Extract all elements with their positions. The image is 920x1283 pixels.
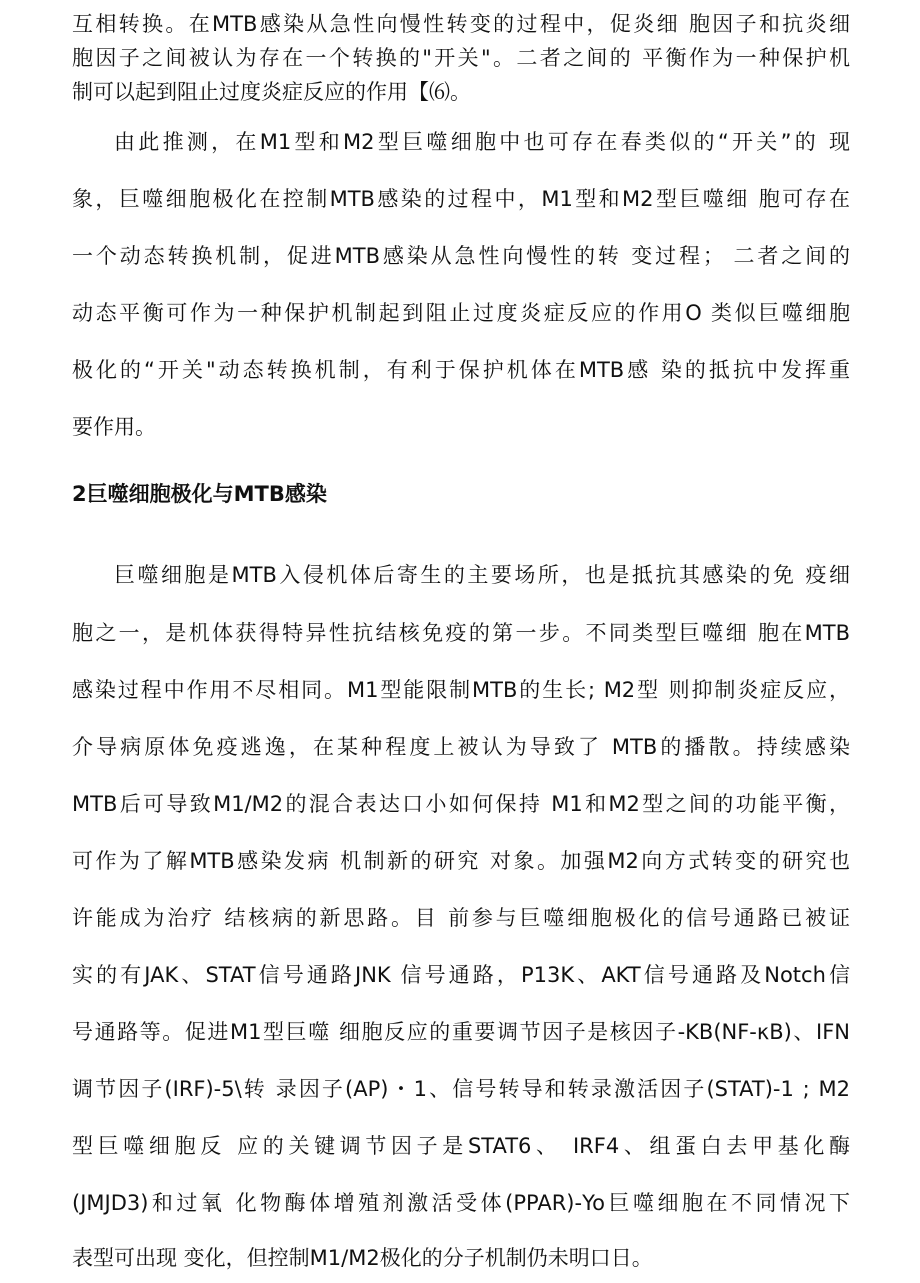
paragraph-2-line-2: 象，巨噬细胞极化在控制MTB感染的过程中，M1型和M2型巨噬细 胞可存在: [72, 187, 850, 211]
paragraph-2-line-5: 极化的“开关"动态转换机制，有利于保护机体在MTB感 染的抵抗中发挥重: [72, 358, 850, 382]
paragraph-3-line-1: 巨噬细胞是MTB入侵机体后寄生的主要场所，也是抵抗其感染的免 疫细: [114, 563, 850, 587]
paragraph-3-line-12: (JMJD3)和过氧 化物酶体增殖剂激活受体(PPAR)-Yo巨噬细胞在不同情况下: [72, 1191, 850, 1215]
paragraph-3-line-2: 胞之一，是机体获得特异性抗结核免疫的第一步。不同类型巨噬细 胞在MTB: [72, 621, 850, 645]
paragraph-3-line-9: 号通路等。促进M1型巨噬 细胞反应的重要调节因子是核因子-KB(NF-κB)、IFN: [72, 1020, 850, 1044]
paragraph-3-line-13: 表型可出现 变化，但控制M1/M2极化的分子机制仍未明口日。: [72, 1246, 653, 1270]
paragraph-1-line-1: 互相转换。在MTB感染从急性向慢性转变的过程中，促炎细 胞因子和抗炎细: [72, 12, 850, 36]
paragraph-2-line-1: 由此推测，在M1型和M2型巨噬细胞中也可存在春类似的“开关”的 现: [114, 130, 850, 154]
paragraph-3-line-5: MTB后可导致M1/M2的混合表达口小如何保持 M1和M2型之间的功能平衡，: [72, 792, 850, 816]
paragraph-2-line-3: 一个动态转换机制，促进MTB感染从急性向慢性的转 变过程； 二者之间的: [72, 244, 850, 268]
paragraph-3-line-11: 型巨噬细胞反 应的关键调节因子是STAT6、 IRF4、组蛋白去甲基化酶: [72, 1134, 850, 1158]
section-heading: 2巨噬细胞极化与MTB感染: [72, 482, 327, 506]
paragraph-3-line-3: 感染过程中作用不尽相同。M1型能限制MTB的生长; M2型 则抑制炎症反应，: [72, 678, 850, 702]
paragraph-2-line-6: 要作用。: [72, 415, 156, 439]
paragraph-2-line-4: 动态平衡可作为一种保护机制起到阻止过度炎症反应的作用O 类似巨噬细胞: [72, 301, 850, 325]
paragraph-1-line-3: 制可以起到阻止过度炎症反应的作用【⑹。: [72, 80, 471, 104]
paragraph-1-line-2: 胞因子之间被认为存在一个转换的"开关"。二者之间的 平衡作为一种保护机: [72, 46, 850, 70]
paragraph-3-line-4: 介导病原体免疫逃逸，在某种程度上被认为导致了 MTB的播散。持续感染: [72, 735, 850, 759]
paragraph-3-line-7: 许能成为治疗 结核病的新思路。目 前参与巨噬细胞极化的信号通路已被证: [72, 906, 850, 930]
paragraph-3-line-10: 调节因子(IRF)-5\转 录因子(AP)・1、信号转导和转录激活因子(STAT)-1 ; M2: [72, 1077, 850, 1101]
paragraph-3-line-8: 实的有JAK、STAT信号通路JNK 信号通路，P13K、AKT信号通路及Notch信: [72, 963, 850, 987]
paragraph-3-line-6: 可作为了解MTB感染发病 机制新的研究 对象。加强M2向方式转变的研究也: [72, 849, 850, 873]
